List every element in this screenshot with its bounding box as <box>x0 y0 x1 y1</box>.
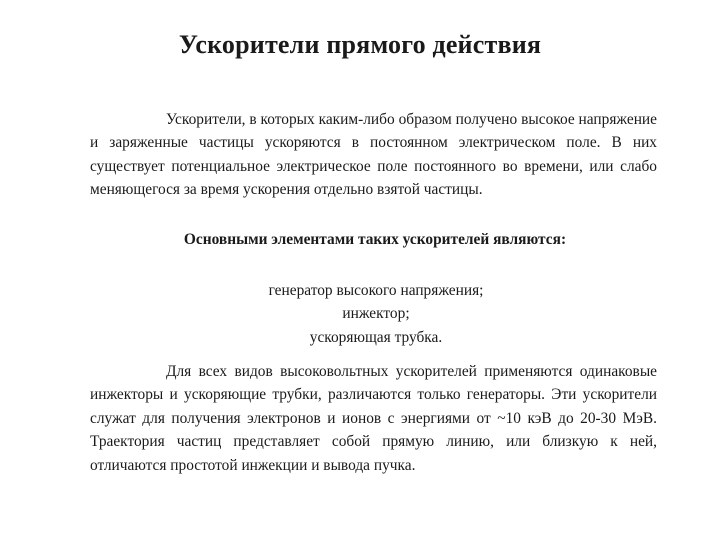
closing-paragraph: Для всех видов высоковольтных ускорителей применяются одинаковые инжекторы и ускоряющие трубки, различаются только генераторы. Эти ускорители служат для получения электронов и ионов с энергиями от ~10 кэВ до 20-30 МэВ. Траектория частиц представляет собой прямую линию, или близкую к ней, отличаются простотой инжекции и вывода пучка. <box>90 363 657 474</box>
slide-title: Ускорители прямого действия <box>178 30 542 59</box>
list-item: генератор высокого напряжения; <box>268 282 484 299</box>
components-heading: Основными элементами таких ускорителей являются: <box>183 231 567 248</box>
list-item: ускоряющая трубка. <box>309 328 443 346</box>
intro-paragraph: Ускорители, в которых каким-либо образом получено высокое напряжение и заряженные частицы ускоряются в постоянном электрическом поле. В них существует потенциальное электрическое поле постоянного во времени, или слабо меняющегося за время ускорения отдельно взятой частицы. <box>90 111 657 199</box>
components-list <box>0 279 720 349</box>
list-item: инжектор; <box>342 305 410 323</box>
